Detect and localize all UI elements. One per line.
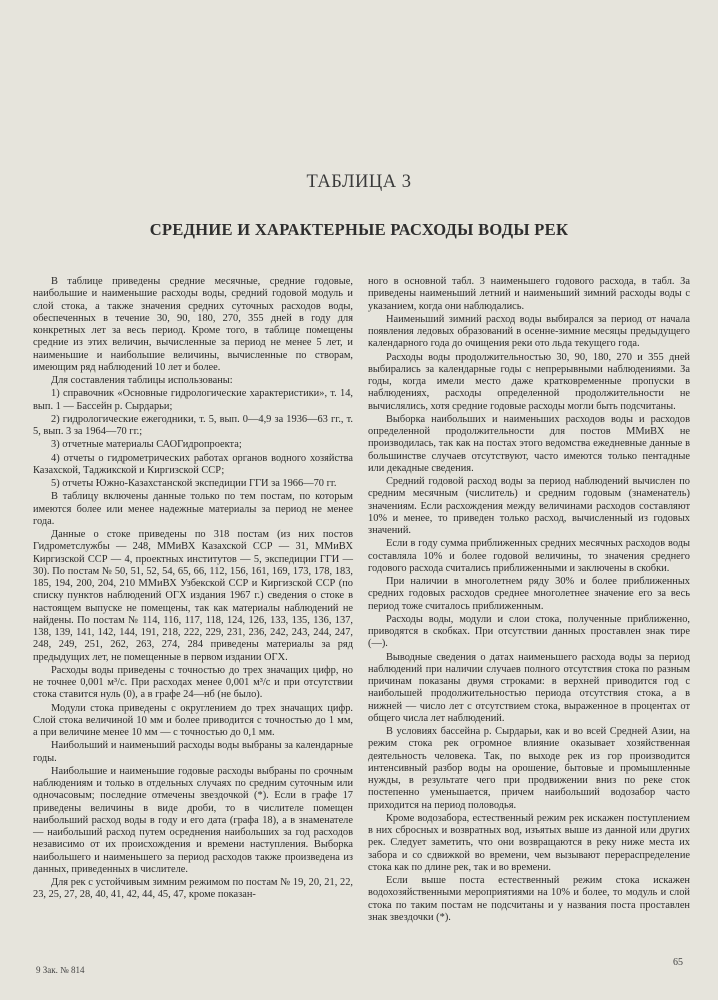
- paragraph: Кроме водозабора, естественный режим рек искажен поступлением в них сбросных и возвратных вод, изъятых выше из данной или других рек. Следует заметить, что они возвращаются в реку ниже места их забора и со сдвижкой во времени, чем вызывают перераспределение стока как по длине рек, так и во времени.: [368, 812, 690, 873]
- printer-signature: 9 Зак. № 814: [36, 965, 85, 975]
- source-list-item: 5) отчеты Южно-Казахстанской экспедиции ГГИ за 1966—70 гг.: [51, 478, 337, 489]
- source-list-item: 2) гидрологические ежегодники, т. 5, вып. 0—4,9 за 1936—63 гг., т. 5, вып. 3 за 1964—70 гг.;: [33, 413, 353, 437]
- paragraph: Для составления таблицы использованы:: [51, 375, 233, 386]
- paragraph: Если в году сумма приближенных средних месячных расходов воды составляла 10% и более годовой величины, то значения среднего годового расхода считались приближенными и заключены в скобки.: [368, 538, 690, 574]
- paragraph: Выборка наибольших и наименьших расходов воды и расходов определенной продолжительности для постов ММиВХ не производилась, так как на постах этого ведомства ежедневные данные в большинстве случаев отсутствуют, часто имеются только пентадные или декадные сведения.: [368, 413, 690, 474]
- left-text-column: [33, 276, 353, 903]
- paragraph: Если выше поста естественный режим стока искажен водохозяйственными мероприятиями на 10% и более, то модуль и слой стока по таким постам не подсчитаны и у названия поста проставлен знак звездочки (*).: [368, 875, 690, 923]
- paragraph: Выводные сведения о датах наименьшего расхода воды за период наблюдений при наличии случаев полного отсутствия стока по разным причинам показаны двумя строками: в верхней приводится год с наибольшей продолжительностью периода отсутствия стока, а в нижней — число лет с отсутствием стока, выраженное в процентах от общего числа лет наблюдений.: [368, 651, 690, 724]
- paragraph: Расходы воды приведены с точностью до трех значащих цифр, но не точнее 0,001 м³/с. При расходах менее 0,001 м³/с и при отсутствии стока ставится нуль (0), а в графе 24—нб (не было).: [33, 664, 353, 701]
- paragraph: В таблице приведены средние месячные, средние годовые, наибольшие и наименьшие расходы воды, средний годовой модуль и слой стока, а также значения средних суточных расходов воды, обеспеченных в течение 30, 90, 180, 270, 355 дней в году для конкретных лет за весь период. Кроме того, в таблице помещены средние из этих величин, вычисленные за период не менее 5 лет, и наименьшие и наибольшие величины, вычисленные по створам, имеющим ряд наблюдений 10 лет и более.: [33, 276, 353, 373]
- paragraph: Наибольший и наименьший расходы воды выбраны за календарные годы.: [33, 740, 353, 764]
- paragraph: Расходы воды, модули и слои стока, полученные приближенно, приводятся в скобках. При отсутствии данных проставлен знак тире (—).: [368, 613, 690, 650]
- source-list-item: 1) справочник «Основные гидрологические характеристики», т. 14, вып. 1 — Бассейн р. Сырдарьи;: [33, 388, 353, 412]
- paragraph: При наличии в многолетнем ряду 30% и более приближенных средних годовых расходов среднее многолетнее значение его за весь период тоже считалось приближенным.: [368, 576, 690, 612]
- section-title: СРЕДНИЕ И ХАРАКТЕРНЫЕ РАСХОДЫ ВОДЫ РЕК: [149, 220, 569, 239]
- paragraph: Расходы воды продолжительностью 30, 90, 180, 270 и 355 дней выбирались за календарные годы с непрерывными наблюдениями. За годы, когда имели место даже кратковременные пропуски в наблюдениях, расходы определенной продолжительности не вычислялись, хотя средние годовые расходы могли быть подсчитаны.: [368, 351, 690, 412]
- paragraph: Данные о стоке приведены по 318 постам (из них постов Гидрометслужбы — 248, ММиВХ Казахской ССР — 31, ММиВХ Киргизской ССР — 4, проектных институтов — 5, экспедиции ГГИ — 30). По постам № 50, 51, 52, 54, 65, 66, 112, 156, 161, 169, 173, 178, 183, 185, 194, 200, 204, 210 ММиВХ Узбекской ССР и Киргизской ССР (по списку пунктов наблюдений ОГХ издания 1967 г.) сведения о стоке в настоящем выпуске не помещены, так как материалы наблюдений не найдены. По постам № 114, 116, 117, 118, 124, 126, 133, 135, 136, 137, 138, 139, 141, 142, 144, 191, 218, 222, 229, 231, 236, 242, 243, 244, 247, 248, 249, 251, 262, 263, 274, 284 приведены материалы за ряд предыдущих лет, не помещенные в первом издании ОГХ.: [33, 529, 353, 663]
- paragraph: В условиях бассейна р. Сырдарьи, как и во всей Средней Азии, на режим стока рек огромное влияние оказывает хозяйственная деятельность человека. Так, по выходе рек из гор производится интенсивный разбор воды на орошение, бытовые и промышленные нужды, в результате чего при продвижении вниз по реке сток постепенно уменьшается, причем наибольший водозабор часто приходится на период половодья.: [368, 726, 690, 811]
- paragraph: Средний годовой расход воды за период наблюдений вычислен по средним месячным (числитель) и средним годовым (знаменатель) значениям. Если расхождения между величинами расходов составляют 10% и менее, то приведен только расход, вычисленный из годовых значений.: [368, 476, 690, 536]
- right-text-column: [368, 276, 690, 925]
- page-number: 65: [673, 957, 683, 968]
- paragraph: Наименьший зимний расход воды выбирался за период от начала появления ледовых образований в осенне-зимние месяцы предыдущего календарного года до очищения реки ото льда текущего года.: [368, 313, 690, 350]
- source-list-item: 3) отчетные материалы САОГидропроекта;: [51, 439, 242, 451]
- paragraph: Модули стока приведены с округлением до трех значащих цифр. Слой стока величиной 10 мм и более приводится с точностью до 1 мм, а при величине менее 10 мм — с точностью до 0,1 мм.: [33, 702, 353, 738]
- source-list-item: 4) отчеты о гидрометрических работах органов водного хозяйства Казахской, Таджикской и Киргизской ССР;: [33, 452, 353, 476]
- table-label: ТАБЛИЦА 3: [306, 172, 412, 192]
- paragraph: В таблицу включены данные только по тем постам, по которым имеются более или менее надежные материалы за период не менее года.: [33, 491, 353, 527]
- paragraph: Наибольшие и наименьшие годовые расходы выбраны по срочным наблюдениям и только в отдельных случаях по средним суточным или одночасовым; последние отмечены звездочкой (*). Если в графе 17 приведены величины в виде дроби, то в числителе помещен наибольший расход воды в году и его дата (графа 18), а в знаменателе — наибольший расход путем осреднения наибольших за год расходов независимо от их происхождения и времени наступления. Выборка наибольшего и наименьшего за период расходов также произведена из данных, приведенных в числителе.: [33, 765, 353, 875]
- paragraph: Для рек с устойчивым зимним режимом по постам № 19, 20, 21, 22, 23, 25, 27, 28, 40, 41, 42, 44, 45, 47, кроме показан-: [33, 877, 353, 901]
- paragraph: ного в основной табл. 3 наименьшего годового расхода, в табл. За приведены наименьший летний и наименьший зимний расходы воды с указанием, когда они наблюдались.: [368, 276, 690, 312]
